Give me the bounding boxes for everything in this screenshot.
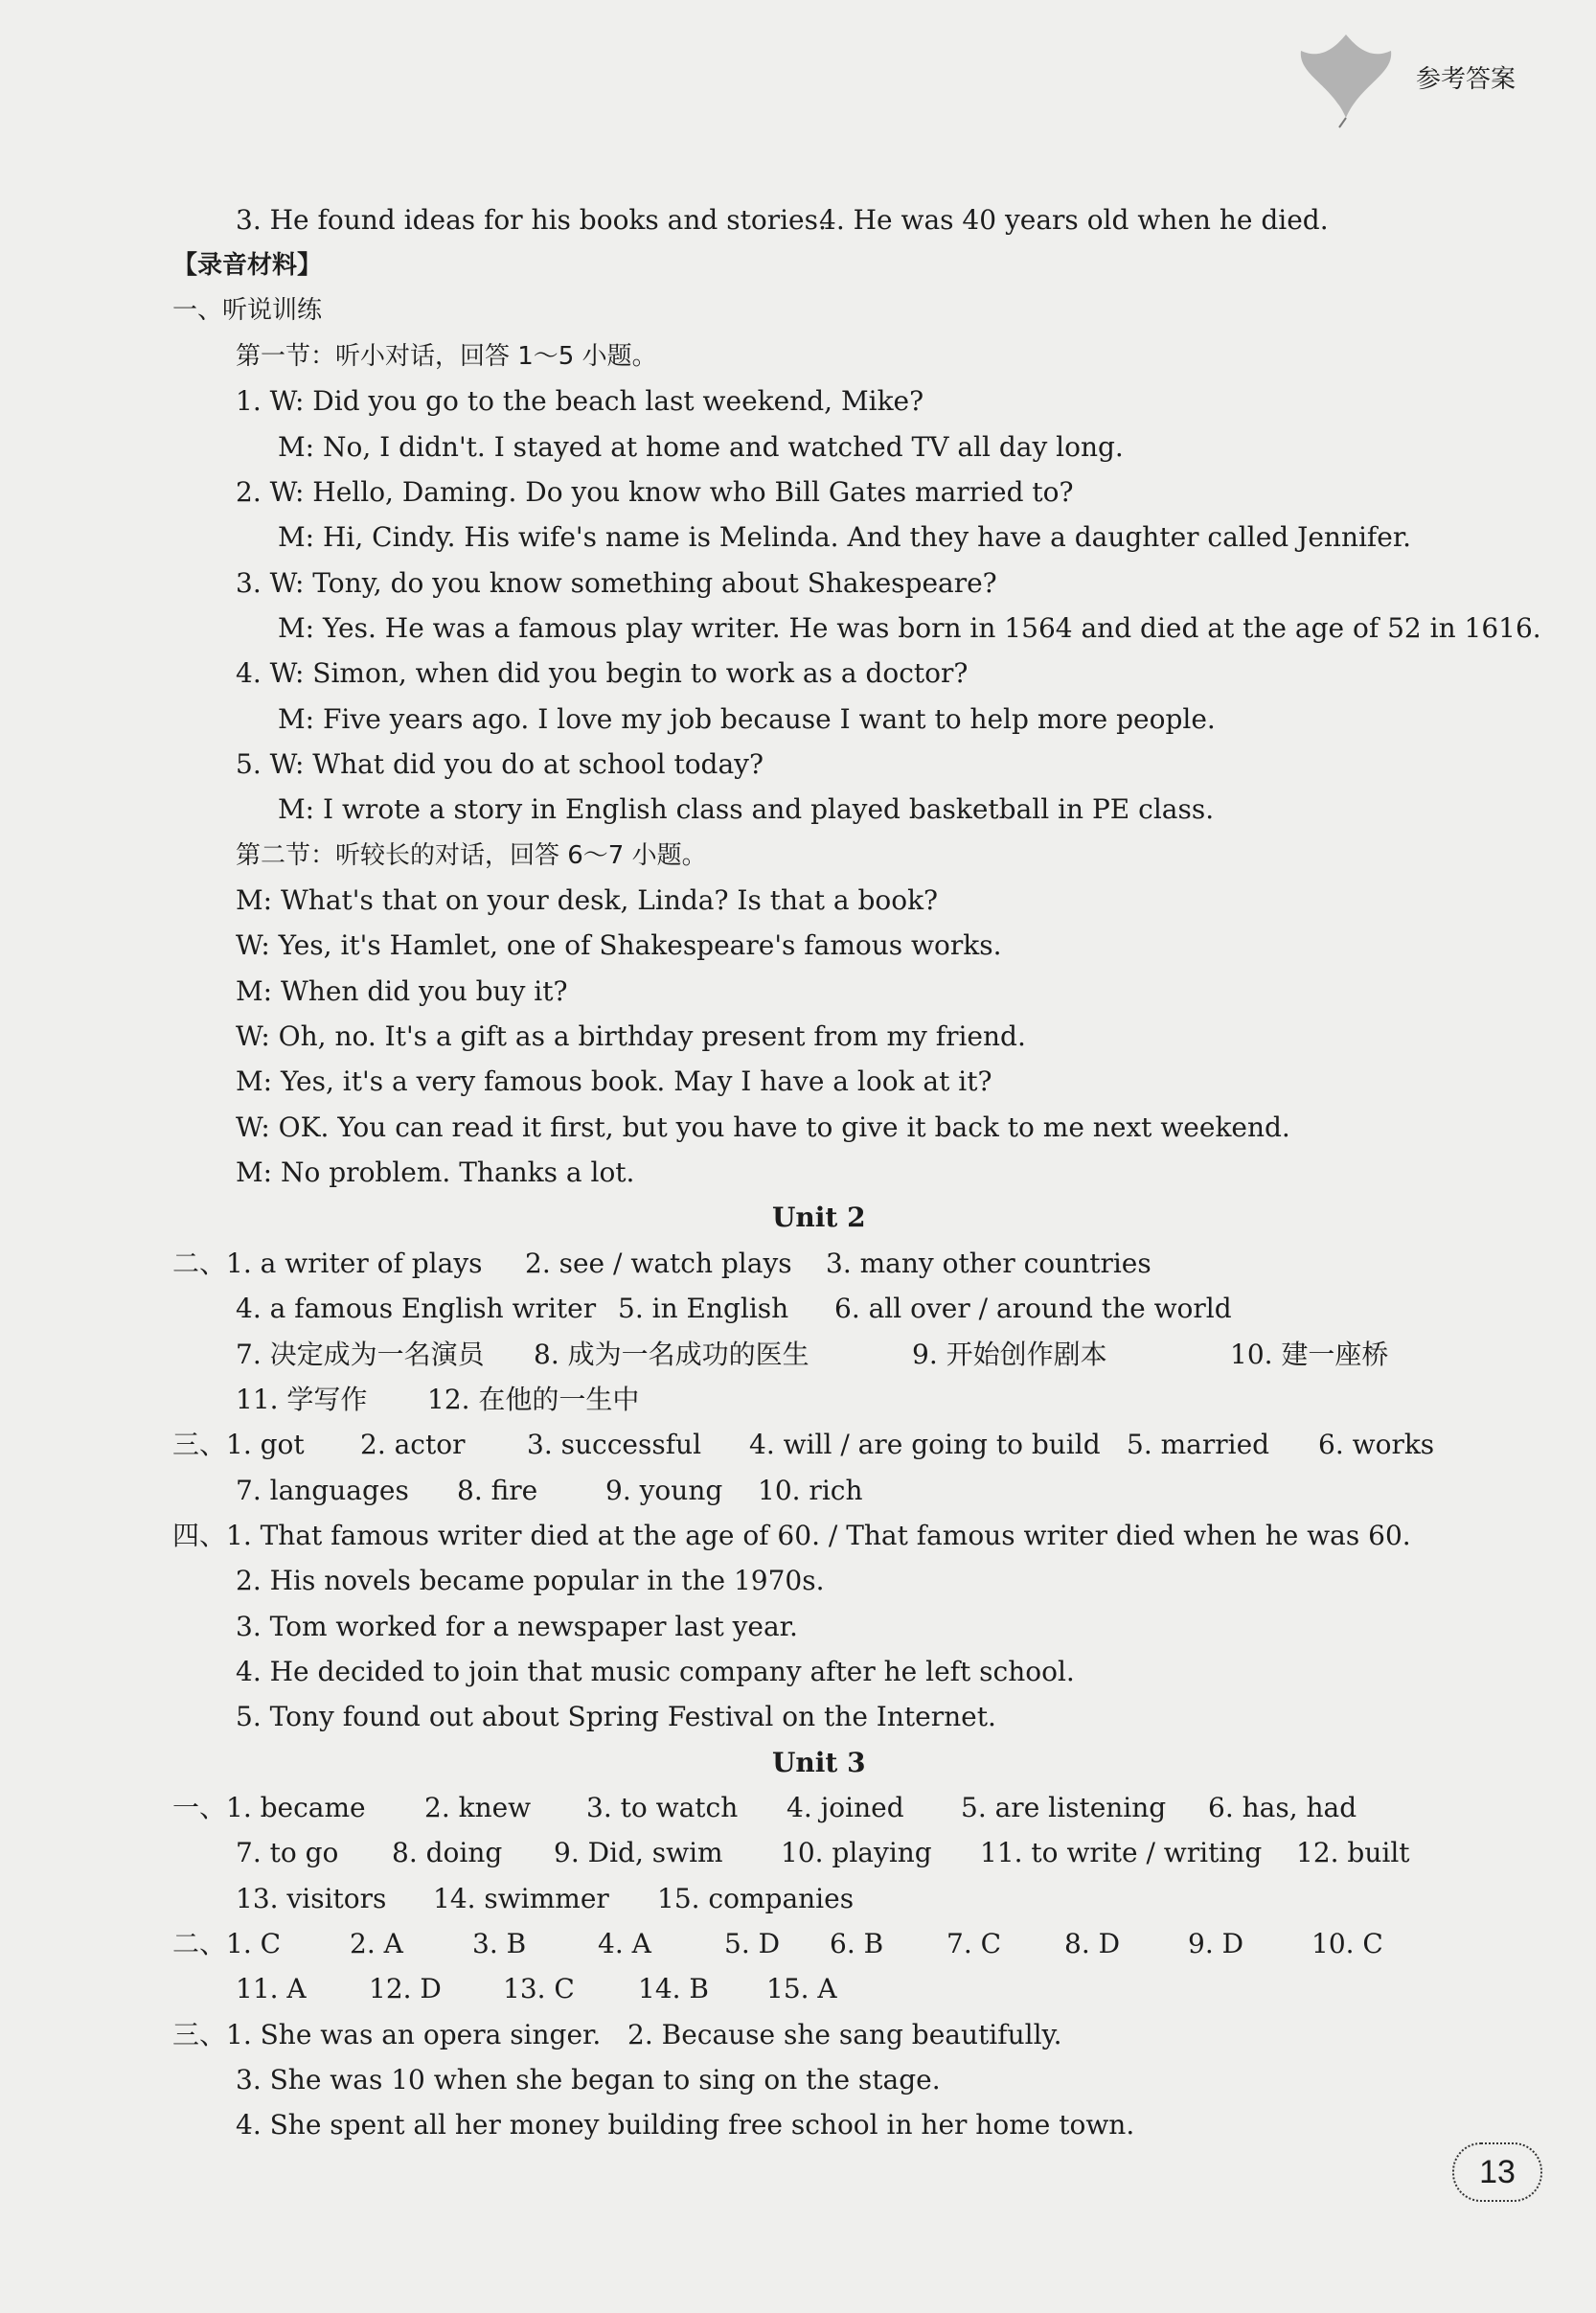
text-line: 5. D: [724, 1928, 781, 1959]
ginkgo-leaf-icon: [1293, 27, 1399, 132]
text-line: 9. 开始创作剧本: [912, 1339, 1107, 1370]
text-line: 3. He found ideas for his books and stories.: [236, 204, 827, 236]
text-line: 四、1. That famous writer died at the age of 60. / That famous writer died when he was 60.: [172, 1520, 1411, 1551]
text-line: 1. W: Did you go to the beach last weekend, Mike?: [236, 385, 924, 417]
text-line: 8. 成为一名成功的医生: [534, 1339, 809, 1370]
text-line: Unit 3: [772, 1747, 866, 1778]
text-line: M: Yes. He was a famous play writer. He was born in 1564 and died at the age of 52 in 1616.: [278, 612, 1541, 644]
text-line: 2. Because she sang beautifully.: [627, 2019, 1062, 2050]
text-line: 5. W: What did you do at school today?: [236, 748, 764, 780]
text-line: 3. to watch: [586, 1792, 739, 1823]
text-line: 8. doing: [392, 1837, 503, 1868]
text-line: 【录音材料】: [172, 251, 323, 280]
text-line: W: Yes, it's Hamlet, one of Shakespeare's famous works.: [236, 929, 1002, 961]
text-line: 4. W: Simon, when did you begin to work as a doctor?: [236, 657, 969, 689]
text-line: 6. has, had: [1208, 1792, 1357, 1823]
text-line: Unit 2: [772, 1202, 866, 1233]
text-line: 二、1. a writer of plays: [172, 1248, 483, 1279]
text-line: 11. A: [236, 1973, 307, 2004]
text-line: 6. all over / around the world: [834, 1293, 1232, 1324]
text-line: 3. Tom worked for a newspaper last year.: [236, 1611, 798, 1642]
text-line: M: Yes, it's a very famous book. May I have a look at it?: [236, 1065, 992, 1097]
text-line: 7. languages: [236, 1475, 409, 1506]
text-line: 12. built: [1296, 1837, 1410, 1868]
text-line: 12. 在他的一生中: [427, 1384, 640, 1415]
text-line: 3. successful: [527, 1429, 702, 1460]
text-line: 3. She was 10 when she began to sing on the stage.: [236, 2064, 941, 2095]
text-line: 10. rich: [758, 1475, 863, 1506]
text-line: 7. to go: [236, 1837, 339, 1868]
text-line: M: Hi, Cindy. His wife's name is Melinda. And they have a daughter called Jennifer.: [278, 521, 1412, 553]
text-line: M: Five years ago. I love my job because I want to help more people.: [278, 703, 1216, 735]
text-line: 2. His novels became popular in the 1970s.: [236, 1565, 825, 1596]
text-line: 4. a famous English writer: [236, 1293, 597, 1324]
text-line: 三、1. got: [172, 1429, 305, 1460]
text-line: 4. joined: [787, 1792, 904, 1823]
text-line: 5. married: [1127, 1429, 1270, 1460]
text-line: 10. C: [1311, 1928, 1383, 1959]
text-line: 6. B: [830, 1928, 884, 1959]
text-line: M: No, I didn't. I stayed at home and watched TV all day long.: [278, 431, 1124, 463]
text-line: 7. C: [946, 1928, 1002, 1959]
text-line: 3. many other countries: [826, 1248, 1151, 1279]
text-line: 10. playing: [781, 1837, 932, 1868]
text-line: 4. will / are going to build: [749, 1429, 1101, 1460]
page-number: 13: [1452, 2142, 1542, 2202]
text-line: 3. B: [472, 1928, 527, 1959]
text-line: 8. fire: [457, 1475, 538, 1506]
text-line: 一、听说训练: [172, 296, 323, 325]
text-line: 10. 建一座桥: [1230, 1339, 1389, 1370]
text-line: 11. 学写作: [236, 1384, 368, 1415]
text-line: 2. A: [350, 1928, 403, 1959]
text-line: 2. W: Hello, Daming. Do you know who Bill Gates married to?: [236, 476, 1074, 508]
text-line: 9. D: [1188, 1928, 1244, 1959]
text-line: M: What's that on your desk, Linda? Is that a book?: [236, 884, 939, 916]
text-line: 3. W: Tony, do you know something about Shakespeare?: [236, 567, 997, 599]
text-line: M: No problem. Thanks a lot.: [236, 1156, 635, 1188]
text-line: M: When did you buy it?: [236, 975, 568, 1007]
text-line: 第一节：听小对话，回答 1～5 小题。: [236, 342, 657, 371]
text-line: 4. He was 40 years old when he died.: [819, 204, 1329, 236]
text-line: 5. in English: [618, 1293, 789, 1324]
text-line: 一、1. became: [172, 1792, 366, 1823]
text-line: 2. see / watch plays: [525, 1248, 792, 1279]
text-line: 9. Did, swim: [554, 1837, 723, 1868]
text-line: 6. works: [1318, 1429, 1435, 1460]
text-line: 14. B: [638, 1973, 710, 2004]
text-line: 二、1. C: [172, 1928, 282, 1959]
text-line: 4. She spent all her money building free school in her home town.: [236, 2109, 1135, 2141]
text-line: M: I wrote a story in English class and played basketball in PE class.: [278, 793, 1215, 825]
text-line: 2. knew: [424, 1792, 532, 1823]
text-line: 15. A: [766, 1973, 837, 2004]
text-line: 5. are listening: [961, 1792, 1167, 1823]
text-line: 5. Tony found out about Spring Festival on the Internet.: [236, 1701, 996, 1732]
header-label: 参考答案: [1416, 65, 1516, 94]
text-line: 15. companies: [657, 1883, 855, 1914]
text-line: 14. swimmer: [433, 1883, 609, 1914]
text-line: W: Oh, no. It's a gift as a birthday present from my friend.: [236, 1020, 1026, 1052]
text-line: 7. 决定成为一名演员: [236, 1339, 485, 1370]
text-line: W: OK. You can read it first, but you have to give it back to me next weekend.: [236, 1111, 1290, 1143]
text-line: 第二节：听较长的对话，回答 6～7 小题。: [236, 841, 707, 870]
text-line: 4. He decided to join that music company after he left school.: [236, 1656, 1075, 1687]
text-line: 12. D: [369, 1973, 442, 2004]
text-line: 4. A: [598, 1928, 651, 1959]
text-line: 8. D: [1064, 1928, 1121, 1959]
text-line: 三、1. She was an opera singer.: [172, 2019, 602, 2050]
text-line: 2. actor: [360, 1429, 466, 1460]
text-line: 13. C: [503, 1973, 575, 2004]
text-line: 9. young: [605, 1475, 723, 1506]
text-line: 11. to write / writing: [980, 1837, 1263, 1868]
text-line: 13. visitors: [236, 1883, 387, 1914]
